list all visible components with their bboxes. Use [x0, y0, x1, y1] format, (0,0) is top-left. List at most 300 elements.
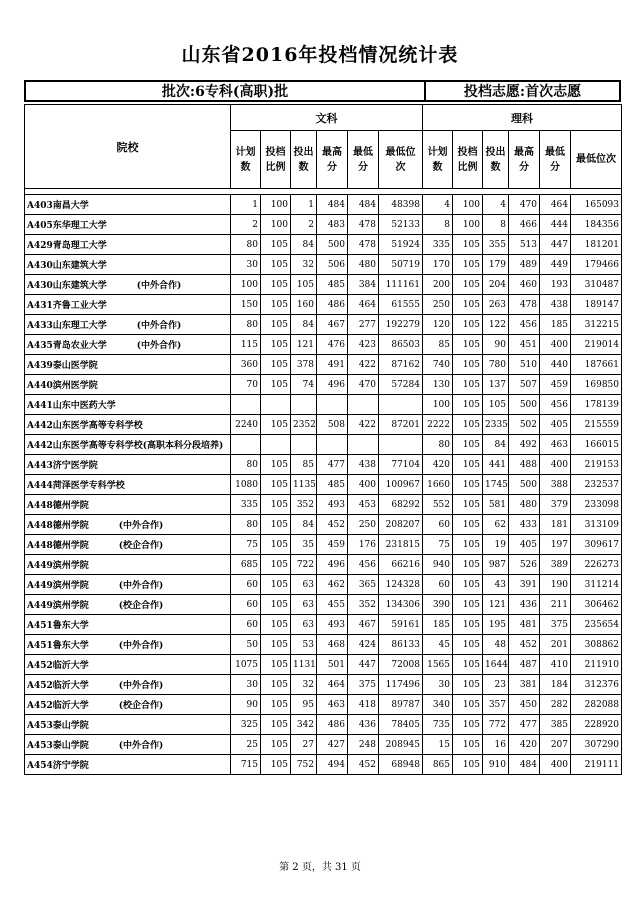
wenke-col-header: 最低分 — [348, 131, 379, 189]
school-cell — [25, 375, 231, 395]
like-value-cell: 19 — [483, 535, 509, 555]
like-value-cell: 487 — [509, 655, 540, 675]
table-header — [25, 105, 622, 189]
like-value-cell: 450 — [509, 695, 540, 715]
table-row — [25, 615, 622, 635]
wenke-value-cell — [317, 435, 348, 455]
wenke-value-cell: 150 — [231, 295, 261, 315]
wenke-value-cell: 468 — [317, 635, 348, 655]
wenke-value-cell: 508 — [317, 415, 348, 435]
like-value-cell: 780 — [483, 355, 509, 375]
school-cell — [25, 595, 231, 615]
like-value-cell: 105 — [453, 655, 483, 675]
school-name: A442山东医学高等专科学校(高职本科分段培养) — [27, 441, 224, 451]
wenke-value-cell: 464 — [317, 675, 348, 695]
wenke-value-cell: 464 — [348, 295, 379, 315]
like-value-cell: 451 — [509, 335, 540, 355]
wenke-value-cell: 478 — [348, 235, 379, 255]
wenke-value-cell: 685 — [231, 555, 261, 575]
wenke-value-cell: 476 — [317, 335, 348, 355]
school-cell — [25, 275, 231, 295]
school-cell — [25, 355, 231, 375]
like-value-cell: 105 — [453, 635, 483, 655]
wenke-value-cell: 50 — [231, 635, 261, 655]
school-cell — [25, 655, 231, 675]
school-cell — [25, 755, 231, 775]
like-value-cell: 137 — [483, 375, 509, 395]
wenke-col-header: 投档比例 — [261, 131, 291, 189]
wenke-value-cell: 485 — [317, 475, 348, 495]
table-row — [25, 715, 622, 735]
like-value-cell: 492 — [509, 435, 540, 455]
wenke-value-cell: 208945 — [379, 735, 423, 755]
wenke-value-cell: 72008 — [379, 655, 423, 675]
like-value-cell: 488 — [509, 455, 540, 475]
like-value-cell: 105 — [453, 475, 483, 495]
school-cell — [25, 235, 231, 255]
table-row — [25, 655, 622, 675]
like-value-cell: 105 — [453, 675, 483, 695]
wenke-value-cell: 63 — [291, 615, 317, 635]
batch-bar — [24, 80, 621, 102]
like-value-cell: 80 — [423, 435, 453, 455]
school-cell — [25, 575, 231, 595]
like-value-cell: 581 — [483, 495, 509, 515]
wenke-value-cell: 80 — [231, 235, 261, 255]
like-value-cell: 381 — [509, 675, 540, 695]
wenke-value-cell: 105 — [261, 375, 291, 395]
wenke-value-cell: 80 — [231, 515, 261, 535]
wenke-value-cell: 105 — [261, 755, 291, 775]
wenke-value-cell: 52133 — [379, 215, 423, 235]
like-value-cell: 84 — [483, 435, 509, 455]
like-value-cell: 105 — [453, 315, 483, 335]
like-value-cell: 420 — [423, 455, 453, 475]
wenke-value-cell: 30 — [231, 255, 261, 275]
school-name: A439泰山医学院 — [27, 361, 98, 371]
wenke-value-cell: 277 — [348, 315, 379, 335]
wenke-value-cell: 422 — [348, 415, 379, 435]
school-name: A448德州学院 — [27, 541, 89, 551]
wenke-value-cell: 427 — [317, 735, 348, 755]
like-value-cell: 452 — [509, 635, 540, 655]
like-value-cell: 8 — [483, 215, 509, 235]
wenke-col-header: 投出数 — [291, 131, 317, 189]
like-value-cell: 312376 — [571, 675, 622, 695]
wenke-value-cell — [261, 435, 291, 455]
like-value-cell: 105 — [453, 255, 483, 275]
wenke-value-cell: 484 — [317, 195, 348, 215]
like-value-cell: 379 — [540, 495, 571, 515]
table-row — [25, 455, 622, 475]
like-value-cell: 513 — [509, 235, 540, 255]
like-value-cell: 105 — [453, 455, 483, 475]
wenke-value-cell: 105 — [261, 355, 291, 375]
wenke-col-header: 最低位次 — [379, 131, 423, 189]
like-value-cell: 307290 — [571, 735, 622, 755]
wenke-value-cell: 25 — [231, 735, 261, 755]
school-name: A453泰山学院 — [27, 741, 89, 751]
wenke-value-cell — [291, 435, 317, 455]
like-value-cell: 105 — [453, 355, 483, 375]
like-value-cell: 940 — [423, 555, 453, 575]
wenke-value-cell: 1 — [291, 195, 317, 215]
like-value-cell: 43 — [483, 575, 509, 595]
cooperation-note: (校企合作) — [118, 541, 164, 551]
like-value-cell: 464 — [540, 195, 571, 215]
school-cell — [25, 495, 231, 515]
wenke-value-cell: 494 — [317, 755, 348, 775]
like-value-cell: 4 — [483, 195, 509, 215]
like-value-cell: 477 — [509, 715, 540, 735]
like-value-cell: 105 — [453, 575, 483, 595]
like-value-cell: 282088 — [571, 695, 622, 715]
school-name: A448德州学院 — [27, 501, 89, 511]
like-value-cell: 463 — [540, 435, 571, 455]
wenke-value-cell: 105 — [261, 315, 291, 335]
wenke-value-cell: 192279 — [379, 315, 423, 335]
wenke-value-cell: 352 — [291, 495, 317, 515]
wenke-value-cell: 105 — [261, 255, 291, 275]
school-cell — [25, 315, 231, 335]
like-value-cell: 306462 — [571, 595, 622, 615]
wenke-value-cell: 352 — [348, 595, 379, 615]
like-value-cell: 105 — [453, 515, 483, 535]
like-header: 理科 — [423, 105, 622, 131]
like-value-cell: 405 — [509, 535, 540, 555]
like-value-cell: 355 — [483, 235, 509, 255]
wenke-value-cell: 87162 — [379, 355, 423, 375]
wenke-value-cell: 452 — [348, 755, 379, 775]
wenke-value-cell: 424 — [348, 635, 379, 655]
like-value-cell: 226273 — [571, 555, 622, 575]
wenke-value-cell: 105 — [261, 275, 291, 295]
like-value-cell: 90 — [483, 335, 509, 355]
like-value-cell: 438 — [540, 295, 571, 315]
wenke-value-cell: 436 — [348, 715, 379, 735]
like-value-cell: 865 — [423, 755, 453, 775]
wenke-value-cell: 478 — [348, 215, 379, 235]
wenke-value-cell: 84 — [291, 515, 317, 535]
like-value-cell: 447 — [540, 235, 571, 255]
like-value-cell: 219014 — [571, 335, 622, 355]
like-value-cell: 357 — [483, 695, 509, 715]
wenke-value-cell: 80 — [231, 315, 261, 335]
wenke-value-cell: 2 — [291, 215, 317, 235]
school-cell — [25, 255, 231, 275]
like-value-cell: 185 — [423, 615, 453, 635]
like-value-cell: 263 — [483, 295, 509, 315]
like-value-cell: 405 — [540, 415, 571, 435]
like-value-cell: 105 — [453, 415, 483, 435]
like-value-cell: 105 — [453, 435, 483, 455]
wenke-value-cell: 422 — [348, 355, 379, 375]
like-value-cell: 228920 — [571, 715, 622, 735]
wenke-value-cell: 455 — [317, 595, 348, 615]
like-value-cell: 400 — [540, 455, 571, 475]
school-cell — [25, 735, 231, 755]
wenke-value-cell: 365 — [348, 575, 379, 595]
like-value-cell: 235654 — [571, 615, 622, 635]
like-value-cell: 987 — [483, 555, 509, 575]
like-value-cell: 385 — [540, 715, 571, 735]
table-row — [25, 415, 622, 435]
wenke-value-cell: 384 — [348, 275, 379, 295]
table-row — [25, 335, 622, 355]
like-value-cell: 187661 — [571, 355, 622, 375]
cooperation-note: (中外合作) — [118, 741, 164, 751]
wenke-value-cell: 85 — [291, 455, 317, 475]
like-value-cell: 60 — [423, 515, 453, 535]
like-value-cell: 219153 — [571, 455, 622, 475]
wenke-value-cell — [231, 395, 261, 415]
like-value-cell: 456 — [509, 315, 540, 335]
wenke-value-cell: 60 — [231, 615, 261, 635]
wenke-value-cell: 80 — [231, 455, 261, 475]
wenke-value-cell: 32 — [291, 675, 317, 695]
like-value-cell: 309617 — [571, 535, 622, 555]
wenke-value-cell: 105 — [261, 475, 291, 495]
wenke-value-cell — [261, 395, 291, 415]
like-value-cell: 552 — [423, 495, 453, 515]
wenke-value-cell: 360 — [231, 355, 261, 375]
like-value-cell: 75 — [423, 535, 453, 555]
cooperation-note: (中外合作) — [136, 341, 182, 351]
school-name: A449滨州学院 — [27, 601, 89, 611]
wenke-value-cell: 208207 — [379, 515, 423, 535]
like-col-header: 投档比例 — [453, 131, 483, 189]
like-value-cell: 190 — [540, 575, 571, 595]
like-value-cell: 181201 — [571, 235, 622, 255]
school-name: A429青岛理工大学 — [27, 241, 107, 251]
wenke-value-cell: 27 — [291, 735, 317, 755]
wenke-value-cell: 1135 — [291, 475, 317, 495]
wenke-value-cell: 2240 — [231, 415, 261, 435]
wenke-col-header: 最高分 — [317, 131, 348, 189]
wenke-value-cell: 248 — [348, 735, 379, 755]
wenke-value-cell: 105 — [261, 735, 291, 755]
statistics-sheet — [24, 80, 621, 775]
wenke-value-cell: 32 — [291, 255, 317, 275]
wenke-value-cell: 105 — [261, 335, 291, 355]
wenke-value-cell: 100 — [261, 215, 291, 235]
table-row — [25, 235, 622, 255]
like-value-cell: 105 — [453, 495, 483, 515]
table-row — [25, 595, 622, 615]
wenke-value-cell: 115 — [231, 335, 261, 355]
preference-label: 投档志愿:首次志愿 — [463, 84, 582, 100]
school-name: A430山东建筑大学 — [27, 261, 107, 271]
wenke-value-cell: 48398 — [379, 195, 423, 215]
like-value-cell: 181 — [540, 515, 571, 535]
wenke-value-cell: 86503 — [379, 335, 423, 355]
like-value-cell: 195 — [483, 615, 509, 635]
wenke-value-cell: 57284 — [379, 375, 423, 395]
table-row — [25, 255, 622, 275]
wenke-value-cell: 95 — [291, 695, 317, 715]
wenke-value-cell: 100967 — [379, 475, 423, 495]
school-cell — [25, 415, 231, 435]
wenke-value-cell: 105 — [261, 675, 291, 695]
admission-table — [24, 104, 622, 775]
wenke-value-cell — [348, 395, 379, 415]
wenke-value-cell — [317, 395, 348, 415]
like-value-cell: 166015 — [571, 435, 622, 455]
wenke-value-cell: 86133 — [379, 635, 423, 655]
like-value-cell: 910 — [483, 755, 509, 775]
like-value-cell: 100 — [453, 215, 483, 235]
school-cell — [25, 455, 231, 475]
like-value-cell: 466 — [509, 215, 540, 235]
wenke-value-cell: 105 — [261, 535, 291, 555]
like-value-cell: 193 — [540, 275, 571, 295]
like-value-cell: 170 — [423, 255, 453, 275]
like-value-cell: 500 — [509, 395, 540, 415]
school-name: A441山东中医药大学 — [27, 401, 116, 411]
wenke-value-cell: 66216 — [379, 555, 423, 575]
cooperation-note: (校企合作) — [118, 601, 164, 611]
like-value-cell: 400 — [540, 335, 571, 355]
school-name: A449滨州学院 — [27, 561, 89, 571]
like-col-header: 最高分 — [509, 131, 540, 189]
wenke-value-cell: 486 — [317, 295, 348, 315]
like-value-cell: 204 — [483, 275, 509, 295]
wenke-value-cell: 78405 — [379, 715, 423, 735]
wenke-value-cell: 50719 — [379, 255, 423, 275]
table-row — [25, 675, 622, 695]
table-row — [25, 215, 622, 235]
wenke-value-cell: 467 — [317, 315, 348, 335]
wenke-value-cell: 452 — [317, 515, 348, 535]
school-cell — [25, 195, 231, 215]
like-value-cell: 105 — [483, 395, 509, 415]
like-value-cell: 105 — [453, 555, 483, 575]
like-value-cell: 211910 — [571, 655, 622, 675]
wenke-value-cell: 1080 — [231, 475, 261, 495]
like-value-cell: 772 — [483, 715, 509, 735]
like-value-cell: 444 — [540, 215, 571, 235]
wenke-value-cell: 752 — [291, 755, 317, 775]
like-value-cell: 105 — [453, 275, 483, 295]
wenke-value-cell: 84 — [291, 235, 317, 255]
wenke-value-cell: 477 — [317, 455, 348, 475]
wenke-value-cell: 59161 — [379, 615, 423, 635]
wenke-value-cell: 105 — [261, 235, 291, 255]
wenke-value-cell: 63 — [291, 595, 317, 615]
like-value-cell: 105 — [453, 715, 483, 735]
wenke-value-cell: 1 — [231, 195, 261, 215]
like-col-header: 最低分 — [540, 131, 571, 189]
wenke-value-cell: 124328 — [379, 575, 423, 595]
like-value-cell: 60 — [423, 575, 453, 595]
wenke-value-cell: 121 — [291, 335, 317, 355]
like-value-cell: 105 — [453, 395, 483, 415]
like-value-cell: 312215 — [571, 315, 622, 335]
table-row — [25, 275, 622, 295]
wenke-value-cell: 485 — [317, 275, 348, 295]
wenke-value-cell: 84 — [291, 315, 317, 335]
wenke-value-cell: 418 — [348, 695, 379, 715]
wenke-value-cell: 335 — [231, 495, 261, 515]
wenke-value-cell: 378 — [291, 355, 317, 375]
school-cell — [25, 615, 231, 635]
school-cell — [25, 555, 231, 575]
like-value-cell: 201 — [540, 635, 571, 655]
like-value-cell: 105 — [453, 695, 483, 715]
wenke-value-cell: 231815 — [379, 535, 423, 555]
table-row — [25, 535, 622, 555]
like-value-cell: 184 — [540, 675, 571, 695]
cooperation-note: (中外合作) — [136, 281, 182, 291]
wenke-value-cell: 459 — [317, 535, 348, 555]
school-name: A448德州学院 — [27, 521, 89, 531]
like-value-cell: 1745 — [483, 475, 509, 495]
like-value-cell: 85 — [423, 335, 453, 355]
like-value-cell: 8 — [423, 215, 453, 235]
like-value-cell: 105 — [453, 755, 483, 775]
like-value-cell: 105 — [453, 535, 483, 555]
wenke-value-cell — [379, 395, 423, 415]
school-header: 院校 — [25, 105, 231, 189]
wenke-value-cell: 30 — [231, 675, 261, 695]
wenke-value-cell: 500 — [317, 235, 348, 255]
like-value-cell: 130 — [423, 375, 453, 395]
wenke-value-cell: 483 — [317, 215, 348, 235]
wenke-value-cell: 2352 — [291, 415, 317, 435]
school-cell — [25, 675, 231, 695]
school-cell — [25, 715, 231, 735]
like-value-cell: 388 — [540, 475, 571, 495]
like-value-cell: 200 — [423, 275, 453, 295]
school-name: A440滨州医学院 — [27, 381, 98, 391]
school-cell — [25, 475, 231, 495]
wenke-value-cell: 480 — [348, 255, 379, 275]
wenke-value-cell: 105 — [291, 275, 317, 295]
school-cell — [25, 535, 231, 555]
wenke-value-cell: 438 — [348, 455, 379, 475]
like-value-cell: 105 — [453, 595, 483, 615]
like-value-cell: 440 — [540, 355, 571, 375]
school-cell — [25, 335, 231, 355]
like-value-cell: 735 — [423, 715, 453, 735]
school-cell — [25, 635, 231, 655]
wenke-value-cell: 105 — [261, 635, 291, 655]
like-value-cell: 233098 — [571, 495, 622, 515]
wenke-value-cell: 375 — [348, 675, 379, 695]
wenke-value-cell: 467 — [348, 615, 379, 635]
cooperation-note: (中外合作) — [136, 321, 182, 331]
like-value-cell: 390 — [423, 595, 453, 615]
like-value-cell: 308862 — [571, 635, 622, 655]
school-cell — [25, 435, 231, 455]
school-name: A435青岛农业大学 — [27, 341, 107, 351]
wenke-value-cell: 105 — [261, 655, 291, 675]
table-row — [25, 515, 622, 535]
wenke-value-cell: 1075 — [231, 655, 261, 675]
like-value-cell: 105 — [453, 295, 483, 315]
like-value-cell: 169850 — [571, 375, 622, 395]
like-value-cell: 4 — [423, 195, 453, 215]
like-value-cell: 250 — [423, 295, 453, 315]
table-row — [25, 375, 622, 395]
school-name: A452临沂大学 — [27, 701, 89, 711]
like-value-cell: 165093 — [571, 195, 622, 215]
like-value-cell: 340 — [423, 695, 453, 715]
wenke-value-cell: 105 — [261, 455, 291, 475]
wenke-value-cell: 342 — [291, 715, 317, 735]
like-value-cell: 310487 — [571, 275, 622, 295]
wenke-value-cell: 493 — [317, 615, 348, 635]
